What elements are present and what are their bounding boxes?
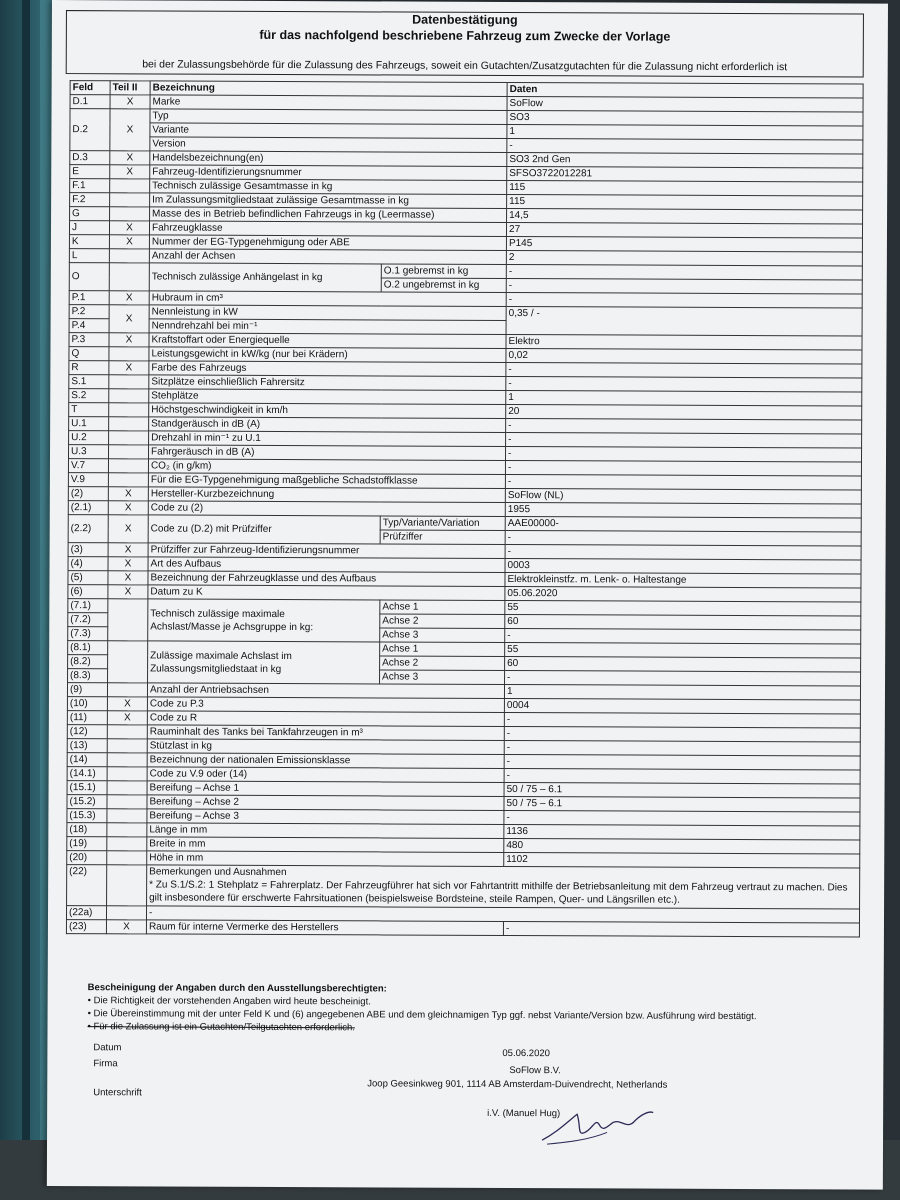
bez-cell bbox=[148, 599, 380, 642]
data-cell: SO3 bbox=[507, 110, 863, 126]
bez-cell: Sitzplätze einschließlich Fahrersitz bbox=[149, 375, 506, 391]
data-cell: 1 bbox=[506, 390, 862, 406]
bez-cell: Bereifung – Achse 3 bbox=[147, 809, 504, 825]
feld-cell: D.3 bbox=[70, 151, 110, 165]
feld-cell: P.1 bbox=[69, 291, 109, 305]
data-cell: SO3 2nd Gen bbox=[507, 152, 863, 168]
bez-cell: Im Zulassungsmitgliedstaat zulässige Gesamtmasse in kg bbox=[150, 193, 507, 209]
data-cell: - bbox=[504, 768, 860, 784]
feld-cell: (3) bbox=[68, 543, 108, 557]
col-bezeichnung: Bezeichnung bbox=[150, 81, 507, 97]
data-cell: - bbox=[146, 906, 859, 923]
data-cell: - bbox=[505, 544, 861, 560]
feld-cell: U.3 bbox=[68, 445, 108, 459]
data-cell: 1136 bbox=[504, 824, 860, 840]
bez-cell: Art des Aufbaus bbox=[148, 557, 505, 573]
feld-cell: K bbox=[69, 235, 109, 249]
sub-cell: O.2 ungebremst in kg bbox=[381, 278, 506, 293]
bez-cell: Fahrzeug-Identifizierungsnummer bbox=[150, 165, 507, 181]
issue-date: 05.06.2020 bbox=[502, 1047, 550, 1060]
company-address: Joop Geesinkweg 901, 1114 AB Amsterdam-Duivendrecht, Netherlands bbox=[367, 1078, 668, 1091]
bez-cell: Datum zu K bbox=[148, 585, 505, 601]
certification-bullet-struck: • Für die Zulassung ist ein Gutachten/Teilgutachten erforderlich. bbox=[87, 1021, 355, 1034]
table-row bbox=[69, 263, 862, 280]
data-cell: - bbox=[505, 628, 861, 644]
certification-bullet: • Die Richtigkeit der vorstehenden Angaben wird heute bescheinigt. bbox=[87, 995, 371, 1008]
feld-cell: (15.2) bbox=[67, 795, 107, 809]
teil2-mark: X bbox=[108, 515, 148, 543]
feld-cell: P.3 bbox=[69, 333, 109, 347]
teil2-mark: X bbox=[108, 543, 148, 557]
bez-cell: Kraftstoffart oder Energiequelle bbox=[149, 333, 506, 349]
feld-cell: (15.1) bbox=[67, 781, 107, 795]
bez-cell: Variante bbox=[150, 123, 507, 139]
bez-cell: Nenndrehzahl bei min⁻¹ bbox=[149, 319, 506, 335]
vehicle-data-table bbox=[66, 80, 864, 937]
sub-cell: O.1 gebremst in kg bbox=[381, 264, 506, 279]
feld-cell: (19) bbox=[67, 837, 107, 851]
feld-cell: D.2 bbox=[70, 109, 110, 151]
col-daten: Daten bbox=[507, 82, 863, 98]
document-title: Datenbestätigung bbox=[412, 12, 518, 28]
bez-cell: Bezeichnung der Fahrzeugklasse und des Aufbaus bbox=[148, 571, 505, 587]
teil2-mark: X bbox=[110, 151, 150, 165]
data-cell: Elektrokleinstfz. m. Lenk- o. Haltestange bbox=[505, 572, 861, 588]
folder-edge bbox=[22, 0, 30, 1200]
feld-cell: (20) bbox=[67, 851, 107, 865]
feld-cell: (2.2) bbox=[68, 515, 108, 543]
data-cell: 1 bbox=[507, 124, 863, 140]
bez-cell: Handelsbezeichnung(en) bbox=[150, 151, 507, 167]
data-cell: - bbox=[504, 810, 860, 826]
feld-cell: T bbox=[69, 403, 109, 417]
feld-cell: U.2 bbox=[69, 431, 109, 445]
bez-cell: Fahrzeugklasse bbox=[149, 221, 506, 237]
bez-cell: Marke bbox=[150, 95, 507, 111]
data-cell: 0003 bbox=[505, 558, 861, 574]
data-cell: 14,5 bbox=[507, 208, 863, 224]
data-cell: Elektro bbox=[506, 334, 862, 350]
signatory: i.V. (Manuel Hug) bbox=[487, 1107, 561, 1120]
sub-cell: Typ/Variante/Variation bbox=[380, 516, 505, 531]
document-note: bei der Zulassungsbehörde für die Zulassung des Fahrzeugs, soweit ein Gutachten/Zusatzgutachten für die Zulassung nicht erforderlich ist bbox=[142, 58, 788, 74]
certification-title: Bescheinigung der Angaben durch den Ausstellungsberechtigten: bbox=[87, 982, 387, 995]
bez-cell: Nummer der EG-Typgenehmigung oder ABE bbox=[149, 235, 506, 251]
col-feld: Feld bbox=[70, 81, 110, 95]
data-cell: - bbox=[506, 432, 862, 448]
feld-cell: (10) bbox=[67, 697, 107, 711]
bez-cell: Version bbox=[150, 137, 507, 153]
remarks-cell bbox=[147, 865, 860, 909]
bez-cell: Code zu (2) bbox=[148, 501, 505, 517]
data-cell: - bbox=[506, 418, 862, 434]
data-cell: 27 bbox=[506, 222, 862, 238]
table-row bbox=[66, 920, 859, 937]
data-cell: - bbox=[506, 446, 862, 462]
feld-cell: V.9 bbox=[68, 473, 108, 487]
feld-cell: (7.2) bbox=[68, 613, 108, 627]
document-subtitle: für das nachfolgend beschriebene Fahrzeug zum Zwecke der Vorlage bbox=[259, 27, 671, 44]
bez-cell: Höhe in mm bbox=[147, 851, 504, 867]
feld-cell: (4) bbox=[68, 557, 108, 571]
feld-cell: (8.3) bbox=[68, 669, 108, 683]
teil2-mark: X bbox=[106, 920, 146, 934]
teil2-mark: X bbox=[107, 697, 147, 711]
data-cell: - bbox=[504, 754, 860, 770]
feld-cell: (2.1) bbox=[68, 501, 108, 515]
feld-cell: (22a) bbox=[66, 906, 106, 920]
bez-cell: Prüfziffer zur Fahrzeug-Identifizierungsnummer bbox=[148, 543, 505, 559]
teil2-mark: X bbox=[107, 711, 147, 725]
feld-cell: (14) bbox=[67, 753, 107, 767]
feld-cell: S.1 bbox=[69, 375, 109, 389]
feld-cell: (8.1) bbox=[68, 641, 108, 655]
feld-cell: R bbox=[69, 361, 109, 375]
bez-cell: Höchstgeschwindigkeit in km/h bbox=[149, 403, 506, 419]
feld-cell: (13) bbox=[67, 739, 107, 753]
data-cell: 50 / 75 – 6.1 bbox=[504, 782, 860, 798]
bez-cell: Code zu P.3 bbox=[147, 697, 504, 713]
data-cell: 60 bbox=[505, 614, 861, 630]
data-cell: - bbox=[506, 278, 862, 294]
sub-cell: Achse 2 bbox=[380, 614, 505, 629]
teil2-mark: X bbox=[109, 333, 149, 347]
feld-cell: (7.1) bbox=[68, 599, 108, 613]
data-cell: - bbox=[506, 376, 862, 392]
data-cell: - bbox=[505, 460, 861, 476]
bez-line: Zulassungsmitgliedstaat in kg bbox=[150, 662, 282, 675]
sub-cell: Achse 3 bbox=[380, 670, 505, 685]
bez-cell: Technisch zulässige Gesamtmasse in kg bbox=[150, 179, 507, 195]
data-cell: 50 / 75 – 6.1 bbox=[504, 796, 860, 812]
data-cell: 0004 bbox=[504, 698, 860, 714]
datum-label: Datum bbox=[93, 1042, 122, 1054]
data-cell: 0,35 / - bbox=[506, 306, 862, 336]
bez-cell: Rauminhalt des Tanks bei Tankfahrzeugen in m³ bbox=[147, 725, 504, 741]
teil2-mark: X bbox=[108, 487, 148, 501]
sub-cell: Prüfziffer bbox=[380, 530, 505, 545]
teil2-mark: X bbox=[109, 361, 149, 375]
bez-cell: Bezeichnung der nationalen Emissionsklasse bbox=[147, 753, 504, 769]
feld-cell: (11) bbox=[67, 711, 107, 725]
data-cell: - bbox=[503, 921, 859, 937]
bez-cell: Masse des in Betrieb befindlichen Fahrzeugs in kg (Leermasse) bbox=[150, 207, 507, 223]
feld-cell: (5) bbox=[68, 571, 108, 585]
data-cell: - bbox=[506, 292, 862, 308]
feld-cell: (12) bbox=[67, 725, 107, 739]
feld-cell: P.2 bbox=[69, 305, 109, 319]
feld-cell: (6) bbox=[68, 585, 108, 599]
data-cell: 115 bbox=[507, 180, 863, 196]
remarks-text: * Zu S.1/S.2: 1 Stehplatz = Fahrerplatz. Der Fahrzeugführer hat sich vor Fahrtantritt mithilfe der Betriebsanleitung mit dem Fahrzeug vertraut zu machen. Dies gilt insbesondere für erschwerte Fahrsituationen (beispielsweise Bordsteine, steile Rampen, Quer- und Längsrillen etc.). bbox=[149, 879, 848, 906]
unterschrift-label: Unterschrift bbox=[93, 1087, 142, 1099]
document-page bbox=[47, 0, 888, 1190]
feld-cell: (22) bbox=[67, 865, 107, 906]
feld-cell: (7.3) bbox=[68, 627, 108, 641]
feld-cell: E bbox=[70, 165, 110, 179]
teil2-mark: X bbox=[109, 235, 149, 249]
data-cell: SFSO3722012281 bbox=[507, 166, 863, 182]
table-row bbox=[67, 865, 860, 909]
feld-cell: O bbox=[69, 263, 109, 291]
bez-line: Achslast/Masse je Achsgruppe in kg: bbox=[150, 620, 314, 633]
data-cell: - bbox=[506, 264, 862, 280]
data-cell: P145 bbox=[506, 236, 862, 252]
teil2-mark: X bbox=[110, 109, 150, 151]
bez-cell: Anzahl der Achsen bbox=[149, 249, 506, 265]
teil2-mark: X bbox=[110, 165, 150, 179]
feld-cell: F.2 bbox=[70, 193, 110, 207]
data-cell: 1 bbox=[504, 684, 860, 700]
data-cell: - bbox=[504, 740, 860, 756]
teil2-mark: X bbox=[108, 501, 148, 515]
bez-cell: Stehplätze bbox=[149, 389, 506, 405]
feld-cell: F.1 bbox=[70, 179, 110, 193]
teil2-mark: X bbox=[108, 585, 148, 599]
bez-cell bbox=[148, 641, 380, 684]
data-cell: - bbox=[504, 712, 860, 728]
teil2-mark: X bbox=[110, 95, 150, 109]
bez-cell: Hubraum in cm³ bbox=[149, 291, 506, 307]
feld-cell: P.4 bbox=[69, 319, 109, 333]
bez-cell: Standgeräusch in dB (A) bbox=[149, 417, 506, 433]
feld-cell: Q bbox=[69, 347, 109, 361]
feld-cell: G bbox=[70, 207, 110, 221]
feld-cell: (15.3) bbox=[67, 809, 107, 823]
sub-cell: Achse 3 bbox=[380, 628, 505, 643]
data-cell: 60 bbox=[505, 656, 861, 672]
feld-cell: (8.2) bbox=[68, 655, 108, 669]
data-cell: - bbox=[507, 138, 863, 154]
feld-cell: (18) bbox=[67, 823, 107, 837]
sub-cell: Achse 1 bbox=[380, 642, 505, 657]
bez-cell: Typ bbox=[150, 109, 507, 125]
data-cell: 1955 bbox=[505, 502, 861, 518]
data-cell: 480 bbox=[504, 838, 860, 854]
remarks-label: Bemerkungen und Ausnahmen bbox=[149, 866, 287, 879]
feld-cell: J bbox=[69, 221, 109, 235]
data-cell: - bbox=[505, 530, 861, 546]
teil2-mark: X bbox=[109, 221, 149, 235]
table-row bbox=[68, 515, 861, 532]
bez-cell: Hersteller-Kurzbezeichnung bbox=[148, 487, 505, 503]
feld-cell: L bbox=[69, 249, 109, 263]
bez-cell: Fahrgeräusch in dB (A) bbox=[148, 445, 505, 461]
feld-cell: (9) bbox=[67, 683, 107, 697]
data-cell: 55 bbox=[505, 600, 861, 616]
bez-cell: Code zu V.9 oder (14) bbox=[147, 767, 504, 783]
bez-cell: Code zu (D.2) mit Prüfziffer bbox=[148, 515, 380, 544]
bez-cell: Raum für interne Vermerke des Herstellers bbox=[146, 920, 503, 936]
feld-cell: (23) bbox=[66, 920, 106, 934]
bez-cell: Für die EG-Typgenehmigung maßgebliche Schadstoffklasse bbox=[148, 473, 505, 489]
header-box bbox=[66, 10, 864, 77]
firma-label: Firma bbox=[93, 1058, 118, 1070]
bez-cell: CO₂ (in g/km) bbox=[148, 459, 505, 475]
bez-cell: Technisch zulässige Anhängelast in kg bbox=[149, 263, 381, 292]
data-cell: 2 bbox=[506, 250, 862, 266]
data-cell: - bbox=[505, 670, 861, 686]
data-cell: 20 bbox=[506, 404, 862, 420]
col-teil2: Teil II bbox=[110, 81, 150, 95]
bez-line: Technisch zulässige maximale bbox=[150, 607, 285, 620]
feld-cell: (2) bbox=[68, 487, 108, 501]
data-cell: - bbox=[505, 474, 861, 490]
teil2-mark: X bbox=[108, 571, 148, 585]
feld-cell: V.7 bbox=[68, 459, 108, 473]
bez-cell: Nennleistung in kW bbox=[149, 305, 506, 321]
bez-cell: Bereifung – Achse 2 bbox=[147, 795, 504, 811]
teil2-mark: X bbox=[108, 557, 148, 571]
data-cell: SoFlow (NL) bbox=[505, 488, 861, 504]
data-cell: - bbox=[504, 726, 860, 742]
bez-cell: Drehzahl in min⁻¹ zu U.1 bbox=[149, 431, 506, 447]
bez-cell: Breite in mm bbox=[147, 837, 504, 853]
data-cell: 115 bbox=[507, 194, 863, 210]
data-cell: - bbox=[506, 362, 862, 378]
data-cell: 1102 bbox=[504, 852, 860, 868]
bez-line: Zulässige maximale Achslast im bbox=[150, 649, 292, 662]
data-cell: 55 bbox=[505, 642, 861, 658]
feld-cell: (14.1) bbox=[67, 767, 107, 781]
data-cell: 0,02 bbox=[506, 348, 862, 364]
sub-cell: Achse 1 bbox=[380, 600, 505, 615]
bez-cell: Farbe des Fahrzeugs bbox=[149, 361, 506, 377]
bez-cell: Stützlast in kg bbox=[147, 739, 504, 755]
sub-cell: Achse 2 bbox=[380, 656, 505, 671]
feld-cell: D.1 bbox=[70, 95, 110, 109]
teil2-mark: X bbox=[109, 291, 149, 305]
company-name: SoFlow B.V. bbox=[509, 1065, 561, 1077]
bez-cell: Länge in mm bbox=[147, 823, 504, 839]
bez-cell: Leistungsgewicht in kW/kg (nur bei Krädern) bbox=[149, 347, 506, 363]
data-cell: AAE00000- bbox=[505, 516, 861, 532]
teil2-mark: X bbox=[109, 305, 149, 333]
feld-cell: U.1 bbox=[69, 417, 109, 431]
bez-cell: Anzahl der Antriebsachsen bbox=[147, 683, 504, 699]
data-cell: SoFlow bbox=[507, 96, 863, 112]
data-cell: 05.06.2020 bbox=[505, 586, 861, 602]
bez-cell: Code zu R bbox=[147, 711, 504, 727]
feld-cell: S.2 bbox=[69, 389, 109, 403]
signature-scribble bbox=[537, 1102, 657, 1153]
certification-bullet: • Die Übereinstimmung mit der unter Feld K und (6) angegebenen ABE und dem gleichnamigen Typ ggf. nebst Variante/Version bzw. Ausführung wird bestätigt. bbox=[87, 1008, 757, 1023]
bez-cell: Bereifung – Achse 1 bbox=[147, 781, 504, 797]
